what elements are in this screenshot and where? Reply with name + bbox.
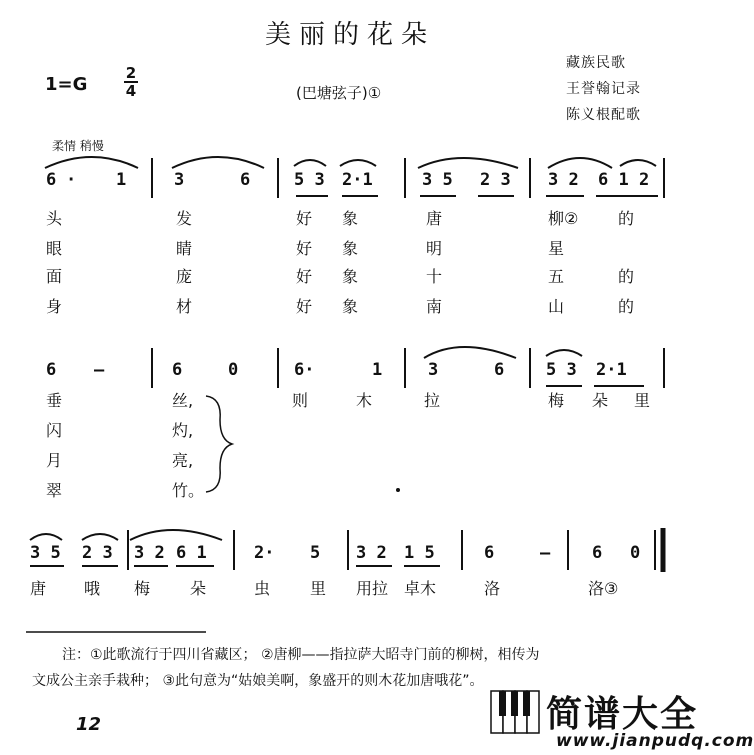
lyric: 身 xyxy=(46,297,63,316)
lyric: 洛 xyxy=(484,579,501,598)
lyric: 象 xyxy=(342,267,359,286)
note: 6· xyxy=(294,360,315,380)
lyric: 朵 xyxy=(190,579,207,598)
lyric: 五 xyxy=(548,267,565,286)
watermark-url: www.jianpudq.com xyxy=(556,731,754,751)
song-title: 美丽的花朵 xyxy=(264,20,435,50)
lyric: 的 xyxy=(618,267,635,286)
note: 6 xyxy=(240,170,251,190)
credit-recorder: 王誉翰记录 xyxy=(566,81,641,97)
note: 3 xyxy=(174,170,185,190)
note: 6 xyxy=(46,170,57,190)
note: 1 5 xyxy=(404,543,435,563)
note: 6 1 2 xyxy=(598,170,650,190)
lyric: 面 xyxy=(46,267,63,286)
lyric: 好 xyxy=(296,297,313,316)
note: 6 1 xyxy=(176,543,207,563)
lyric: 十 xyxy=(426,267,443,286)
lyric: 用拉 xyxy=(356,579,389,598)
tempo-marking: 柔情 稍慢 xyxy=(52,139,104,153)
lyric: 好 xyxy=(296,209,313,228)
lyric: 木 xyxy=(356,391,373,410)
lyric: 唐 xyxy=(426,209,443,228)
note: 3 2 xyxy=(356,543,387,563)
note: 6 xyxy=(484,543,495,563)
credit-lyricist: 陈义根配歌 xyxy=(566,107,641,123)
lyric: 星 xyxy=(548,239,565,258)
note-rest: 0 xyxy=(228,360,239,380)
piano-keys-icon xyxy=(490,690,540,734)
lyric: 象 xyxy=(342,297,359,316)
page-number: 12 xyxy=(76,714,102,735)
lyric: 梅 xyxy=(548,391,565,410)
note: 6 xyxy=(172,360,183,380)
note: 3 xyxy=(428,360,439,380)
lyric: 垂 xyxy=(46,391,63,410)
lyric: 南 xyxy=(426,297,443,316)
lyric: 里 xyxy=(634,391,651,410)
lyric: 好 xyxy=(296,239,313,258)
footnote-line-2: 文成公主亲手栽种； ③此句意为“姑娘美啊，象盛开的则木花加唐哦花”。 xyxy=(32,673,484,689)
lyric: 哦 xyxy=(84,579,101,598)
note-dash: – xyxy=(94,360,105,380)
lyric: 的 xyxy=(618,209,635,228)
lyric: 翠 xyxy=(46,481,63,500)
footnote-line-1: 注：①此歌流行于四川省藏区； ②唐柳——指拉萨大昭寺门前的柳树，相传为 xyxy=(62,647,540,663)
tune-name: (巴塘弦子)① xyxy=(296,84,382,102)
lyric: 亮, xyxy=(172,451,194,470)
lyric: 竹。 xyxy=(172,481,205,500)
note: 5 xyxy=(310,543,321,563)
note: 6 xyxy=(494,360,505,380)
lyric: 睛 xyxy=(176,239,193,258)
note: 2 3 xyxy=(480,170,511,190)
lyric: 山 xyxy=(548,297,565,316)
watermark-name: 简谱大全 xyxy=(546,694,699,735)
note: 6 xyxy=(592,543,603,563)
lyric: 头 xyxy=(46,209,63,228)
lyric: 朵 xyxy=(592,391,609,410)
lyric: 虫 xyxy=(254,579,271,598)
lyric: 闪 xyxy=(46,421,63,440)
lyric: 拉 xyxy=(424,391,441,410)
lyric: 则 xyxy=(292,391,309,410)
lyric: 庞 xyxy=(176,267,193,286)
meter-bottom: 4 xyxy=(125,82,137,100)
note: 6 xyxy=(46,360,57,380)
lyric: 梅 xyxy=(134,579,151,598)
note: 2 3 xyxy=(82,543,113,563)
note: 2·1 xyxy=(342,170,373,190)
meter-top: 2 xyxy=(125,64,137,82)
credit-genre: 藏族民歌 xyxy=(566,55,626,71)
lyric: 唐 xyxy=(30,579,47,598)
lyric: 丝, xyxy=(172,391,194,410)
lyric: 柳② xyxy=(548,209,579,228)
lyric: 里 xyxy=(310,579,327,598)
key-signature: 1=G xyxy=(45,74,88,95)
note: 3 2 xyxy=(548,170,579,190)
lyric: 象 xyxy=(342,209,359,228)
lyric: 卓木 xyxy=(404,579,437,598)
note: 5 3 xyxy=(546,360,577,380)
note-dash: – xyxy=(540,543,551,563)
lyric: 洛③ xyxy=(588,579,619,598)
note: 5 3 xyxy=(294,170,325,190)
note: 3 5 xyxy=(422,170,453,190)
note: 2·1 xyxy=(596,360,627,380)
lyric: 好 xyxy=(296,267,313,286)
lyric: 材 xyxy=(176,297,193,316)
lyric: 明 xyxy=(426,239,443,258)
lyric: 眼 xyxy=(46,239,63,258)
note: 3 2 xyxy=(134,543,165,563)
lyric: 象 xyxy=(342,239,359,258)
note: 3 5 xyxy=(30,543,61,563)
lyric: 发 xyxy=(176,209,193,228)
note: 1 xyxy=(116,170,127,190)
note-dot: · xyxy=(66,170,77,190)
note-rest: 0 xyxy=(630,543,641,563)
note: 1 xyxy=(372,360,383,380)
lyric: 的 xyxy=(618,297,635,316)
lyric: 月 xyxy=(46,451,63,470)
lyric: 灼, xyxy=(172,421,194,440)
note: 2· xyxy=(254,543,275,563)
